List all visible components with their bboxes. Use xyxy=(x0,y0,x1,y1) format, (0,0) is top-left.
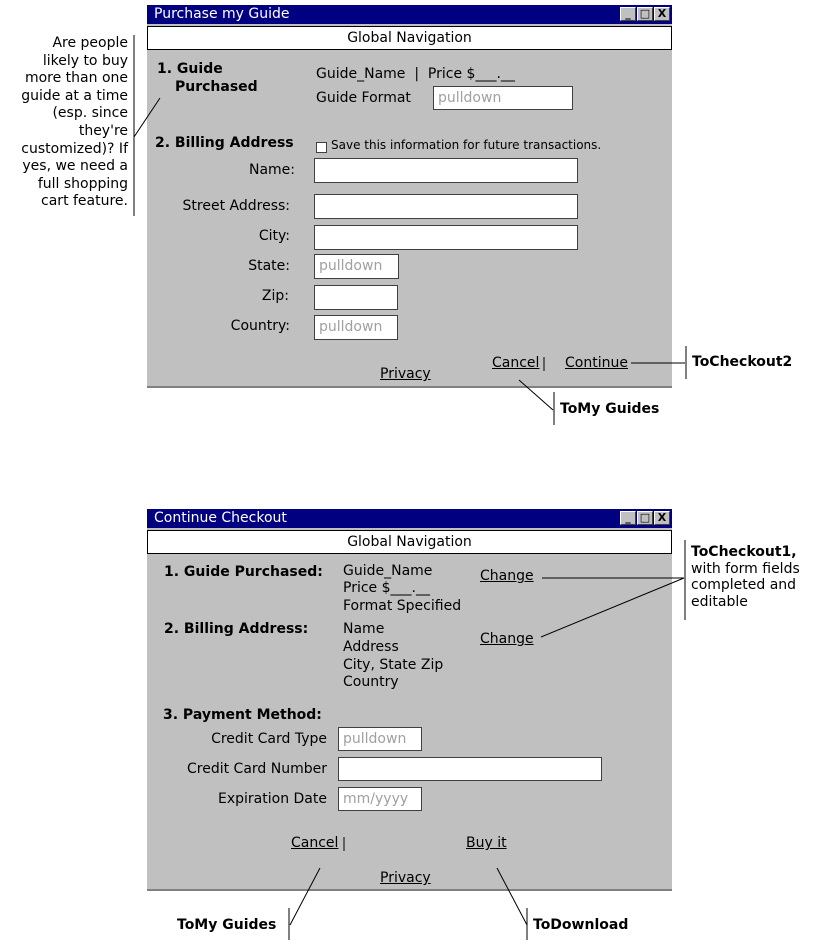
cc-type-label: Credit Card Type xyxy=(211,731,327,747)
country-label: Country: xyxy=(230,318,290,334)
to-checkout1-label: ToCheckout1, xyxy=(691,544,797,560)
to-download-label: ToDownload xyxy=(533,917,629,933)
to-checkout1-subline: with form fields xyxy=(691,560,800,577)
cancel-connector-2 xyxy=(290,868,320,925)
to-checkout1-subline: completed and xyxy=(691,577,797,593)
side-note-line: cart feature. xyxy=(41,193,128,210)
guide-price-line: Price $___.__ xyxy=(343,580,430,596)
side-note-line: more than one xyxy=(24,70,128,87)
side-note-line: guide at a time xyxy=(21,87,128,104)
minimize-button[interactable]: _ xyxy=(620,7,636,21)
side-note-line: likely to buy xyxy=(42,52,128,69)
buy-it-link[interactable]: Buy it xyxy=(466,835,507,851)
buy-connector xyxy=(497,868,527,925)
state-dropdown[interactable]: pulldown xyxy=(314,254,399,279)
guide-format-dropdown[interactable]: pulldown xyxy=(433,86,573,110)
expiration-field[interactable]: mm/yyyy xyxy=(338,787,422,811)
side-note-line: (esp. since xyxy=(52,105,128,122)
cancel-link[interactable]: Cancel xyxy=(492,355,540,371)
zip-label: Zip: xyxy=(261,288,289,304)
close-button[interactable]: X xyxy=(654,511,670,525)
side-note-line: Are people xyxy=(52,35,128,51)
change-billing-link[interactable]: Change xyxy=(480,631,534,647)
expiration-label: Expiration Date xyxy=(218,791,327,807)
side-note-line: yes, we need a xyxy=(22,158,128,175)
global-navigation[interactable]: Global Navigation xyxy=(147,26,672,50)
city-label: City: xyxy=(258,228,290,244)
privacy-link[interactable]: Privacy xyxy=(380,366,431,382)
side-note-line: they're xyxy=(78,122,128,139)
side-note-pointer xyxy=(134,98,160,137)
window-title: Purchase my Guide xyxy=(154,6,290,22)
maximize-button[interactable]: □ xyxy=(637,7,653,21)
state-label: State: xyxy=(248,258,290,274)
billing-heading: 2. Billing Address xyxy=(155,135,294,151)
change-guide-link[interactable]: Change xyxy=(480,568,534,584)
billing-address-line: Address xyxy=(343,639,399,655)
window-title: Continue Checkout xyxy=(154,510,287,526)
guide-format-line: Format Specified xyxy=(343,598,462,614)
name-label: Name: xyxy=(248,162,295,178)
side-note-line: customized)? If xyxy=(21,140,128,157)
cc-type-dropdown[interactable]: pulldown xyxy=(338,727,422,751)
guide-format-label: Guide Format xyxy=(316,90,411,106)
close-button[interactable]: X xyxy=(654,7,670,21)
billing-name-line: Name xyxy=(343,621,385,637)
privacy-link[interactable]: Privacy xyxy=(380,870,431,886)
cc-number-label: Credit Card Number xyxy=(187,761,327,777)
cancel-link[interactable]: Cancel xyxy=(291,835,339,851)
continue-link[interactable]: Continue xyxy=(565,355,628,371)
payment-heading: 3. Payment Method: xyxy=(163,707,322,723)
save-info-label: Save this information for future transactions. xyxy=(331,138,602,152)
to-checkout1-subline: editable xyxy=(691,593,748,610)
guide-name-line: Guide_Name xyxy=(343,563,433,579)
to-my-guides-label-2: ToMy Guides xyxy=(177,917,277,933)
billing-country-line: Country xyxy=(343,674,399,690)
side-note-line: full shopping xyxy=(37,175,128,192)
to-checkout2-label: ToCheckout2 xyxy=(692,354,793,370)
billing-city-line: City, State Zip xyxy=(343,657,444,673)
maximize-button[interactable]: □ xyxy=(637,511,653,525)
cancel-connector xyxy=(519,380,553,410)
to-my-guides-label-1: ToMy Guides xyxy=(560,401,660,417)
minimize-button[interactable]: _ xyxy=(620,511,636,525)
guide-purchased-heading: 1. Guide Purchased: xyxy=(164,564,323,580)
guide-info: Guide_Name | Price $___.__ xyxy=(316,66,515,82)
guide-heading-line2: Purchased xyxy=(175,79,258,95)
street-label: Street Address: xyxy=(182,198,290,214)
change-billing-connector xyxy=(541,578,684,637)
global-navigation[interactable]: Global Navigation xyxy=(147,530,672,554)
country-dropdown[interactable]: pulldown xyxy=(314,315,398,340)
billing-heading: 2. Billing Address: xyxy=(164,621,309,637)
guide-heading-line1: 1. Guide xyxy=(157,61,223,77)
